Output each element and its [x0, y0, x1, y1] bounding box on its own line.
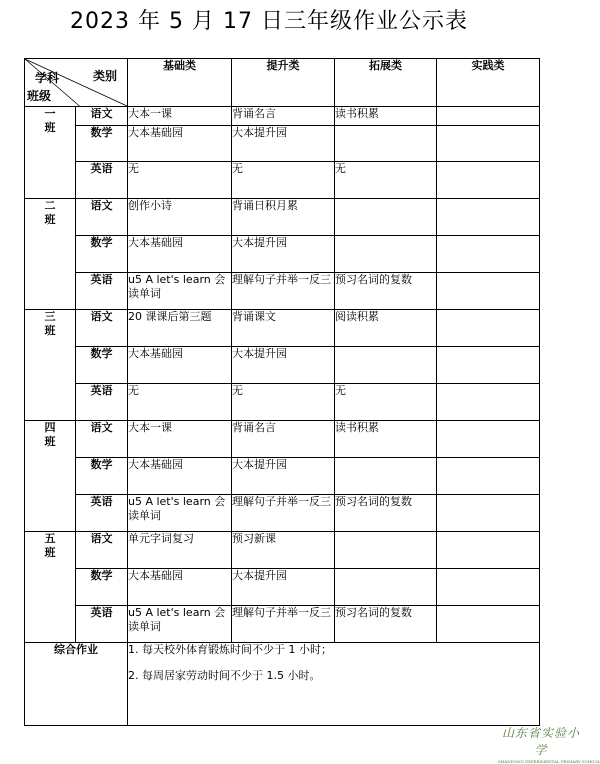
- table-cell: [335, 532, 437, 569]
- subject-label: 数学: [76, 236, 128, 273]
- table-cell: [437, 347, 540, 384]
- table-cell: 背诵课文: [232, 310, 335, 347]
- table-cell: [335, 199, 437, 236]
- subject-label: 数学: [76, 126, 128, 162]
- subject-label: 英语: [76, 162, 128, 199]
- subject-label: 语文: [76, 532, 128, 569]
- subject-label: 英语: [76, 606, 128, 643]
- summary-row: [25, 643, 540, 726]
- table-row: [25, 236, 540, 273]
- table-cell: [437, 532, 540, 569]
- table-cell: [335, 458, 437, 495]
- table-cell: [437, 199, 540, 236]
- subject-label: 语文: [76, 421, 128, 458]
- table-cell: 大本提升园: [232, 347, 335, 384]
- table-cell: [335, 347, 437, 384]
- corner-type-label: 类别: [92, 69, 117, 83]
- table-cell: 大本一课: [128, 107, 232, 126]
- table-cell: 背诵日积月累: [232, 199, 335, 236]
- table-cell: 无: [232, 384, 335, 421]
- homework-table: [24, 58, 540, 726]
- table-cell: [335, 126, 437, 162]
- table-row: [25, 421, 540, 458]
- table-cell: 无: [128, 162, 232, 199]
- table-row: [25, 199, 540, 236]
- table-row: [25, 458, 540, 495]
- school-logo: [498, 724, 600, 764]
- class-label: 一 班: [25, 107, 76, 199]
- table-cell: 背诵名言: [232, 107, 335, 126]
- table-cell: [437, 569, 540, 606]
- subject-label: 数学: [76, 347, 128, 384]
- table-cell: 单元字词复习: [128, 532, 232, 569]
- table-cell: 预习新课: [232, 532, 335, 569]
- table-cell: 理解句子并举一反三: [232, 606, 335, 643]
- summary-item: 2. 每周居家劳动时间不少于 1.5 小时。: [128, 669, 321, 682]
- table-cell: 无: [335, 384, 437, 421]
- summary-content: [128, 643, 540, 726]
- column-header-extend: 拓展类: [335, 59, 437, 107]
- table-cell: 读书积累: [335, 107, 437, 126]
- table-cell: [335, 236, 437, 273]
- class-label: 三 班: [25, 310, 76, 421]
- subject-label: 数学: [76, 569, 128, 606]
- table-cell: 创作小诗: [128, 199, 232, 236]
- table-cell: [437, 606, 540, 643]
- table-cell: 预习名词的复数: [335, 273, 437, 310]
- table-cell: u5 A let's learn 会读单词: [128, 495, 232, 532]
- class-label: 五 班: [25, 532, 76, 643]
- table-cell: [437, 495, 540, 532]
- table-row: [25, 495, 540, 532]
- table-cell: 无: [335, 162, 437, 199]
- table-cell: [437, 310, 540, 347]
- subject-label: 数学: [76, 458, 128, 495]
- table-cell: 读书积累: [335, 421, 437, 458]
- table-cell: 预习名词的复数: [335, 606, 437, 643]
- table-row: [25, 273, 540, 310]
- table-cell: 大本一课: [128, 421, 232, 458]
- table-cell: [437, 107, 540, 126]
- table-cell: 大本提升园: [232, 569, 335, 606]
- table-row: [25, 107, 540, 126]
- table-cell: [437, 458, 540, 495]
- table-cell: [437, 421, 540, 458]
- table-cell: [437, 273, 540, 310]
- table-cell: u5 A let's learn 会读单词: [128, 273, 232, 310]
- table-cell: 大本基础园: [128, 458, 232, 495]
- table-cell: [335, 569, 437, 606]
- table-cell: 20 课课后第三题: [128, 310, 232, 347]
- table-cell: 预习名词的复数: [335, 495, 437, 532]
- corner-subject-label: 学科: [35, 71, 60, 85]
- subject-label: 语文: [76, 310, 128, 347]
- table-cell: 理解句子并举一反三: [232, 273, 335, 310]
- school-logo-text: 山东省实验小学: [501, 726, 580, 757]
- table-row: [25, 606, 540, 643]
- table-row: [25, 384, 540, 421]
- table-cell: 大本基础园: [128, 347, 232, 384]
- subject-label: 语文: [76, 199, 128, 236]
- column-header-basic: 基础类: [128, 59, 232, 107]
- subject-label: 英语: [76, 384, 128, 421]
- class-label: 二 班: [25, 199, 76, 310]
- table-row: [25, 347, 540, 384]
- page-title: 2023 年 5 月 17 日三年级作业公示表: [70, 9, 468, 34]
- table-cell: 理解句子并举一反三: [232, 495, 335, 532]
- table-cell: u5 A let's learn 会读单词: [128, 606, 232, 643]
- class-label: 四 班: [25, 421, 76, 532]
- table-cell: [437, 162, 540, 199]
- subject-label: 英语: [76, 495, 128, 532]
- table-cell: [437, 236, 540, 273]
- summary-label: 综合作业: [25, 643, 128, 726]
- table-row: [25, 310, 540, 347]
- table-cell: 大本提升园: [232, 236, 335, 273]
- table-cell: 无: [232, 162, 335, 199]
- table-cell: 无: [128, 384, 232, 421]
- column-header-practice: 实践类: [437, 59, 540, 107]
- table-cell: 大本基础园: [128, 569, 232, 606]
- school-logo-english: SHANDONG EXPERIMENTAL PRIMARY SCHOOL: [498, 759, 600, 764]
- corner-class-label: 班级: [27, 89, 52, 103]
- table-cell: [437, 384, 540, 421]
- table-cell: 大本基础园: [128, 126, 232, 162]
- table-row: [25, 569, 540, 606]
- table-row: [25, 126, 540, 162]
- table-cell: 大本提升园: [232, 458, 335, 495]
- table-cell: [437, 126, 540, 162]
- table-row: [25, 532, 540, 569]
- table-cell: 阅读积累: [335, 310, 437, 347]
- table-cell: 背诵名言: [232, 421, 335, 458]
- summary-item: 1. 每天校外体育锻炼时间不少于 1 小时；: [128, 643, 332, 656]
- column-header-improve: 提升类: [232, 59, 335, 107]
- table-corner-header: [25, 59, 128, 107]
- table-row: [25, 162, 540, 199]
- table-cell: 大本基础园: [128, 236, 232, 273]
- subject-label: 英语: [76, 273, 128, 310]
- table-cell: 大本提升园: [232, 126, 335, 162]
- subject-label: 语文: [76, 107, 128, 126]
